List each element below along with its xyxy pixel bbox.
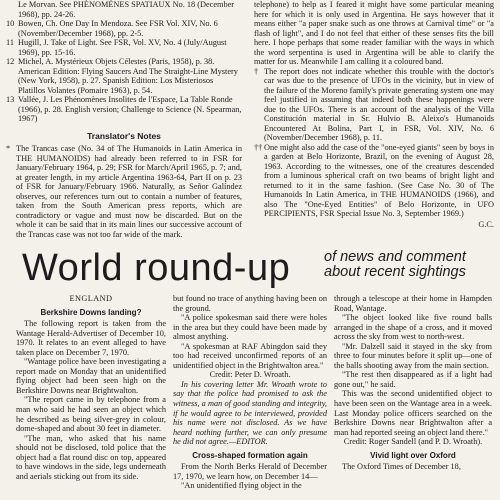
lower-column-1 xyxy=(16,294,166,481)
reference-text: Le Morvan. See PHÉNOMÈNES SPATIAUX No. 18 (December 1968), pp. 24-26. xyxy=(18,0,235,19)
reference-item xyxy=(6,19,242,38)
reference-item xyxy=(6,95,242,124)
paragraph: but found no trace of anything having been on the ground. xyxy=(173,294,327,313)
section-title: World round-up xyxy=(22,247,291,289)
lower-column-3 xyxy=(334,294,492,472)
credit-line: Credit: Roger Sandell (and P. D. Wroath). xyxy=(343,437,483,447)
footnote-mark: †† xyxy=(254,142,263,152)
footnote-text: The report does not indicate whether this trouble with the doctor's car was due to the presence of UFOs in the vicinity, but in view of the failure of the Moreno family's private generating system one may feel justified in assuming that indeed both these happenings were due to the UFOs. There is an account of the analysis of the Villa Constitución material in Sr. Hulvio B. Aleixo's Humanoids Encountered At Bolina, Part I, in FSR, Vol. XIV, No. 6 (November/December 1968), p. 11. xyxy=(264,66,494,142)
footnote-mark: * xyxy=(6,144,11,153)
editor-comment: In his covering letter Mr. Wroath wrote to say that the police had promised to ask the witness, a man of good standing and integrity, if he would agree to be interviewed, provided his name were not disclosed. As we have heard nothing further, we can only presume he did not agree.—EDITOR. xyxy=(173,379,327,447)
reference-text: Michel, A. Mystérieux Objets Célestes (Paris, 1958), p. 38. American Edition: Flying Saucers And The Straight-Line Mystery (New York, 1958), p. 27. Spanish Edition: Los Misteriosos Platillos Volantes (Pomaire 1963), p. 54. xyxy=(18,57,238,95)
paragraph: From the North Berks Herald of December 17, 1970, we learn how, on December 14— xyxy=(173,462,327,481)
reference-number: 12 xyxy=(6,57,15,66)
reference-item xyxy=(6,57,242,95)
reference-item xyxy=(6,0,242,19)
lower-column-2 xyxy=(173,294,327,491)
paragraph: "The man, who asked that his name should not be disclosed, told police that the object had a flat round disc on top, appeared to have windows in the side, legs underneath and aerials sticking out from its side. xyxy=(16,433,166,481)
footnote xyxy=(6,144,242,239)
paragraph: "The object looked like five round balls arranged in the shape of a cross, and it moved across the sky from west to north-west. xyxy=(334,313,492,342)
country-heading: ENGLAND xyxy=(69,294,113,303)
reference-number: 10 xyxy=(6,19,15,28)
signature: G.C. xyxy=(478,219,494,229)
top-left-column xyxy=(6,0,242,239)
paragraph: The Oxford Times of December 18, xyxy=(342,462,461,472)
paragraph: "A police spokesman said there were holes in the area but they could have been made by almost anything. xyxy=(173,313,327,342)
paragraph: "The rest then disappeared as if a light had gone out," he said. xyxy=(334,370,492,389)
paragraph: "A spokesman at RAF Abingdon said they too had received unconfirmed reports of an unidentified object in the Brightwalton area." xyxy=(173,341,327,370)
top-right-column xyxy=(254,0,494,229)
footnote-mark: † xyxy=(254,66,259,76)
footnote-text: The Trancas case (No. 34 of The Humanoids in Latin America in THE HUMANOIDS) had already been referred to in FSR for January/February 1964, p. 29; FSR for March/April 1965, p. 7; and, at greater length, in my article Argentina 1963-64, Part II on p. 23 of FSR for January/February 1966. Naturally, as Señor Galíndez observes, our references turn out to contain a number of features, taken from the South American press reports, which are contradictory or vague and must now be discarded. But on the whole it can be said that in its main lines our successive account of the Trancas case was not too far wide of the mark. xyxy=(16,144,242,239)
paragraph: "An unidentified flying object in the xyxy=(181,481,302,491)
section-banner xyxy=(0,244,500,288)
reference-number: 13 xyxy=(6,95,15,104)
paragraph: "Mr. Dalzell said it stayed in the sky from three to four minutes before it split up—one of the balls shooting away from the main section. xyxy=(334,341,492,370)
footnote xyxy=(254,143,494,219)
paragraph: This was the second unidentified object to have been seen on the Wantage area in a week. Last Monday police officers searched on the Berkshire Downs near Brightwalton after a man had reported seeing an object land there." xyxy=(334,389,492,437)
paragraph: "The report came in by telephone from a man who said he had seen an object which he described as being silver-grey in colour, dome-shaped and about 30 feet in diameter. xyxy=(16,395,166,434)
reference-number: 11 xyxy=(6,38,14,47)
article-subhead: Vivid light over Oxford xyxy=(370,450,456,460)
reference-text: Hugill, J. Take of Light. See FSR, Vol. XV, No. 4 (July/August 1969), pp. 15-16. xyxy=(18,38,227,57)
article-subhead: Cross-shaped formation again xyxy=(192,450,308,460)
reference-text: Bowen, Ch. One Day In Mendoza. See FSR Vol. XIV, No. 6 (November/December 1968), pp. 2-5. xyxy=(18,19,218,38)
article-subhead: Berkshire Downs landing? xyxy=(40,307,142,317)
paragraph: through a telescope at their home in Hampden Road, Wantage. xyxy=(334,294,492,313)
footnote xyxy=(254,67,494,143)
footnote-text: One might also add the case of the "one-eyed giants" seen by boys in a garden at Belo Horizonte, Brazil, on the evening of August 28, 1963. According to the witnesses, one of the creatures descended from a luminous spherical craft on two beams of bright light and returned to it in the same fashion. (See Case No. 30 of The Humanoids In Latin America, in THE HUMANOIDS (1966), and also The "One-Eyed Entities" of Belo Horizonte, in UFO PERCIPIENTS, FSR Special Issue No. 3, September 1969.) xyxy=(264,142,494,218)
reference-number xyxy=(6,0,18,19)
paragraph: "Wantage police have been investigating a report made on Monday that an unidentified flying object had been seen high on the Berkshire Downs near Brightwalton. xyxy=(16,357,166,395)
paragraph: The following report is taken from the Wantage Herald-Advertiser of December 10, 1970. It relates to an event alleged to have taken place on December 7, 1970. xyxy=(16,319,166,357)
translators-notes-heading: Translator's Notes xyxy=(87,130,161,141)
section-subtitle: of news and comment about recent sightings xyxy=(324,249,466,280)
credit-line: Credit: Peter D. Wroath. xyxy=(209,370,291,380)
reference-item xyxy=(6,38,242,57)
paragraph: telephone) to help as I feared it might have some particular meaning here for which it is only used in Argentina. He says however that it means either "a paper snake such as one throws at Carnival time" or "a flash of light", and I do not feel that either of these senses fits the bill here. I hope perhaps that some reader familiar with the ways in which the word serpentina is used in Argentina will be able to clarify the matter for us. Meanwhile I am calling it a coloured band. xyxy=(254,0,494,66)
reference-text: Vallée, J. Les Phénomènes Insolites de l'Espace, La Table Ronde (1966), p. 28. English version; Challenge to Science (N. Spearman, 1967) xyxy=(18,95,242,123)
